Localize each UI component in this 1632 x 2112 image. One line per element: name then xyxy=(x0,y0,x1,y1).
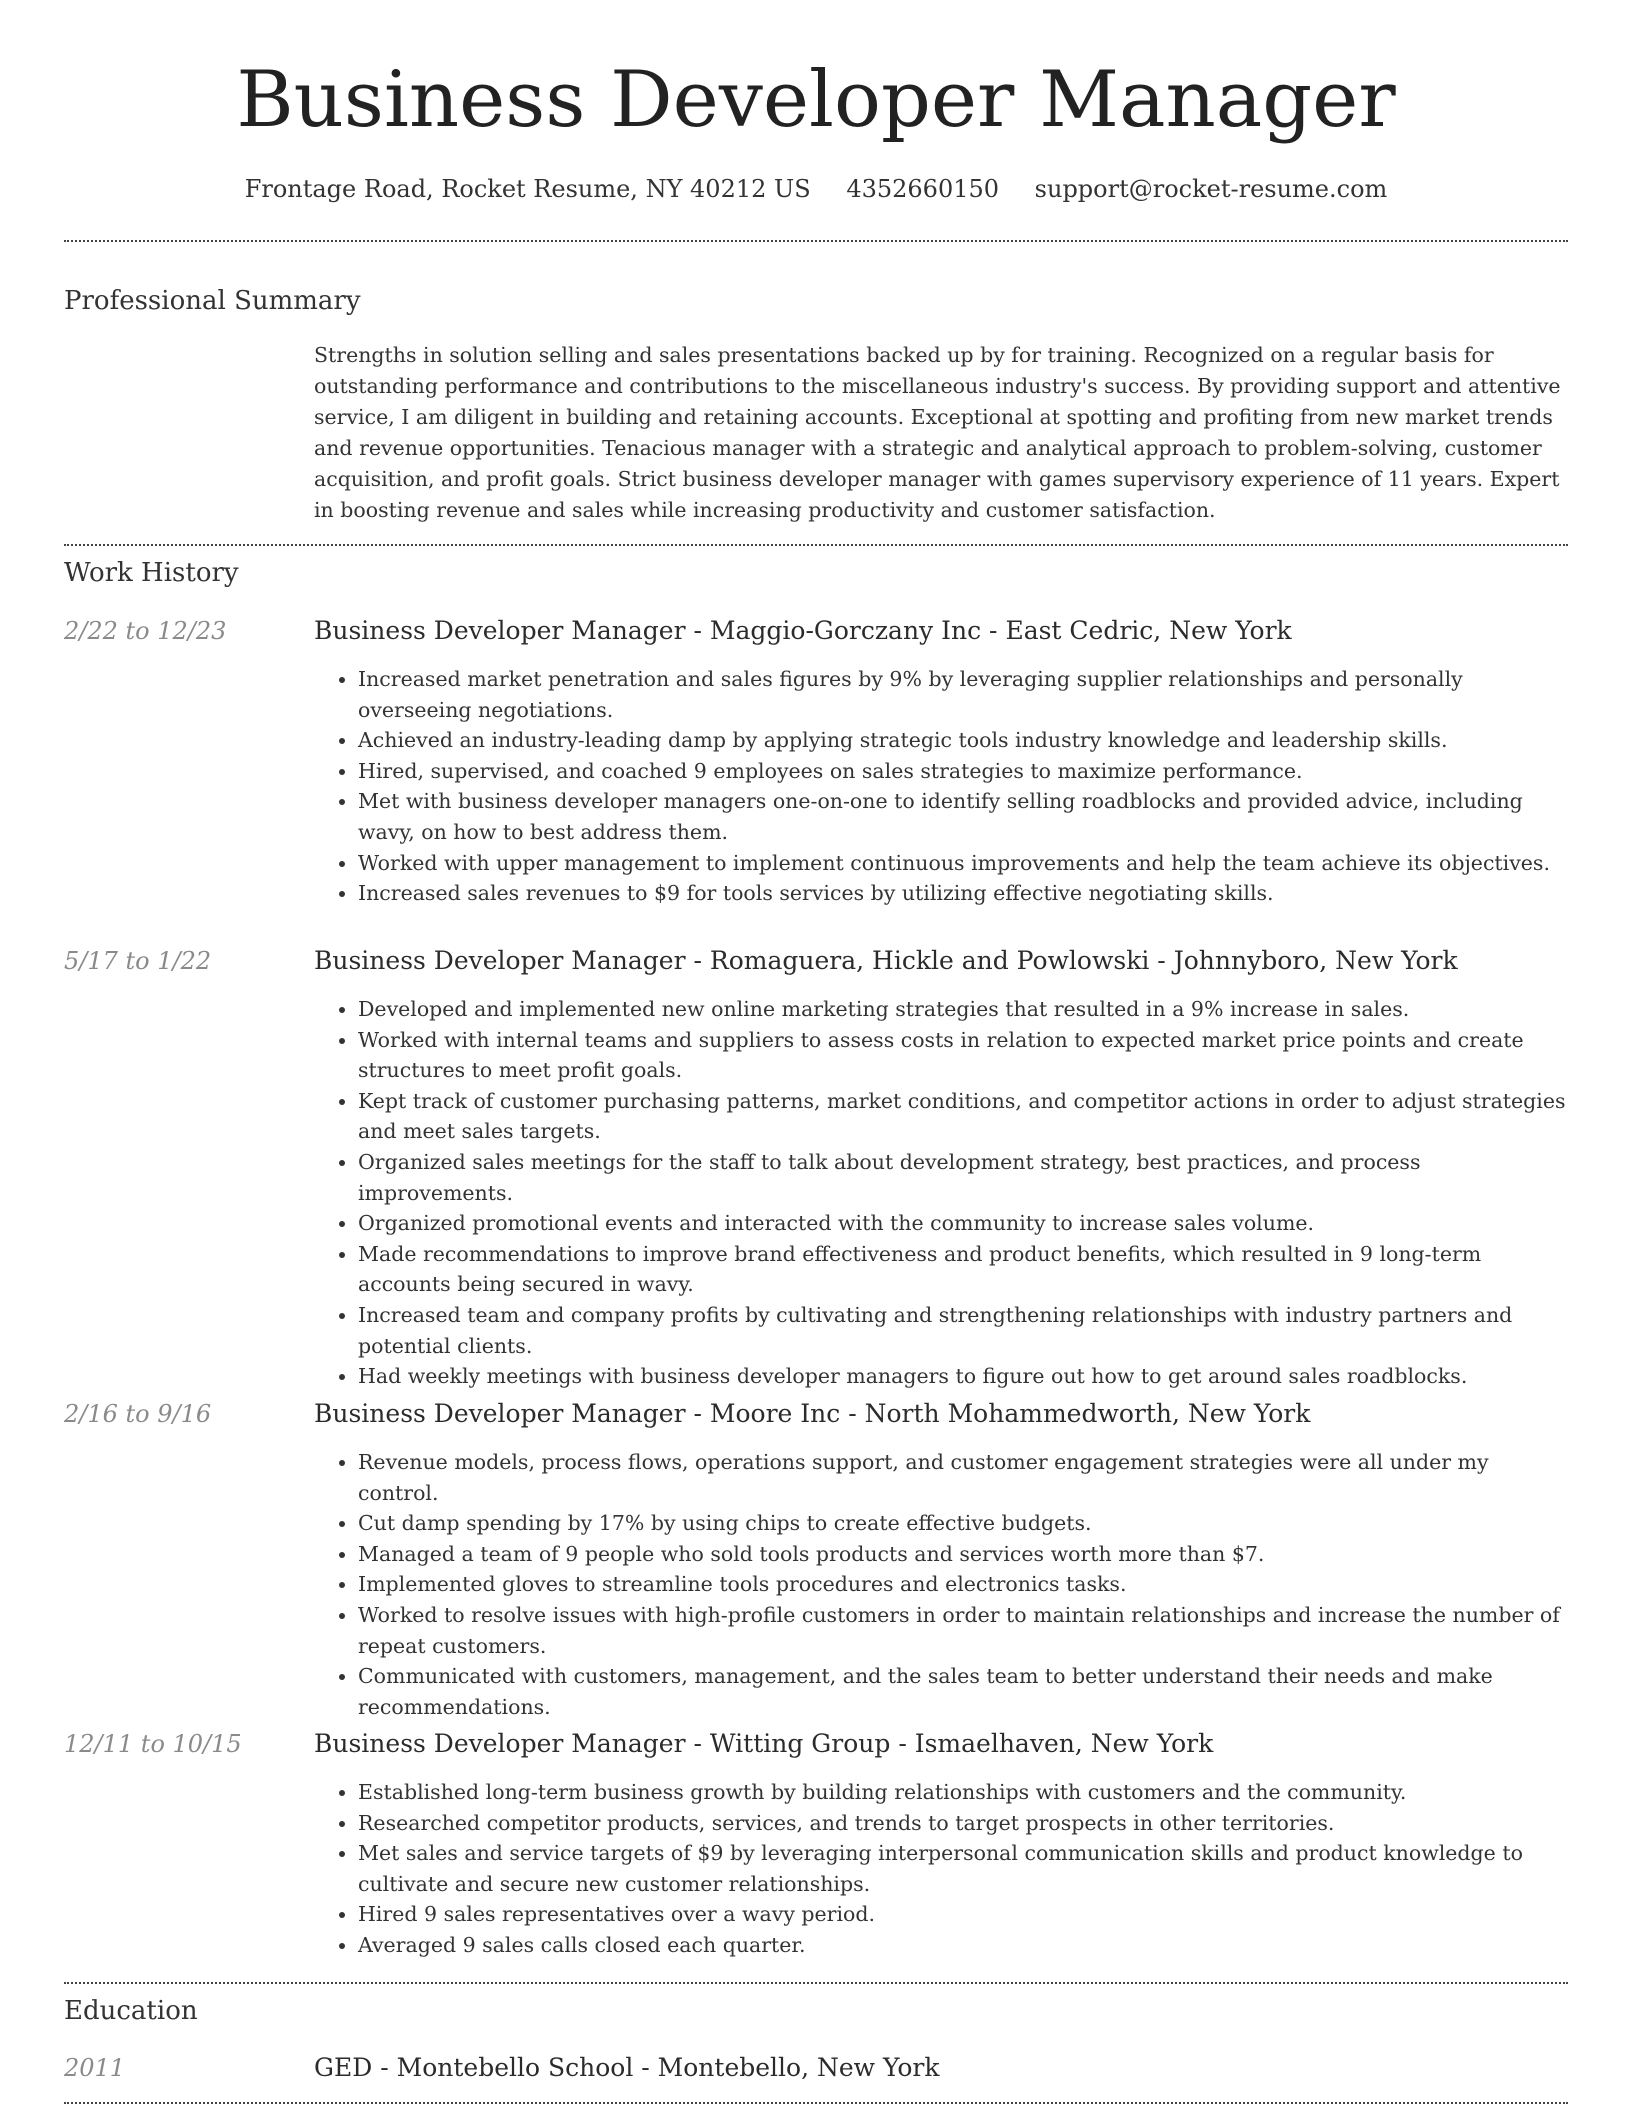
job-title: Business Developer Manager - Witting Group - Ismaelhaven, New York xyxy=(314,1729,1214,1758)
job-dates: 2/22 to 12/23 xyxy=(64,617,227,645)
job-bullets xyxy=(314,1447,1568,1722)
job-title: Business Developer Manager - Maggio-Gorczany Inc - East Cedric, New York xyxy=(314,616,1292,645)
list-item: • Increased market penetration and sales figures by 9% by leveraging supplier relationships and personally overseeing negotiations. xyxy=(358,664,1568,725)
section-title-summary: Professional Summary xyxy=(64,286,361,316)
list-item: • Researched competitor products, services, and trends to target prospects in other territories. xyxy=(358,1808,1568,1839)
job-dates: 12/11 to 10/15 xyxy=(64,1730,242,1758)
list-item: • Hired, supervised, and coached 9 employees on sales strategies to maximize performance. xyxy=(358,756,1568,787)
list-item: • Worked with internal teams and suppliers to assess costs in relation to expected market price points and create structures to meet profit goals. xyxy=(358,1025,1568,1086)
divider xyxy=(64,2102,1568,2104)
job-bullets xyxy=(314,664,1568,909)
education-title: GED - Montebello School - Montebello, New York xyxy=(314,2053,940,2082)
list-item: • Made recommendations to improve brand effectiveness and product benefits, which resulted in 9 long-term accounts being secured in wavy. xyxy=(358,1239,1568,1300)
section-title-education: Education xyxy=(64,1996,198,2026)
education-dates: 2011 xyxy=(64,2054,126,2082)
job-title: Business Developer Manager - Moore Inc - North Mohammedworth, New York xyxy=(314,1399,1311,1428)
list-item: • Increased sales revenues to $9 for tools services by utilizing effective negotiating skills. xyxy=(358,878,1568,909)
contact-email: support@rocket-resume.com xyxy=(1034,175,1388,203)
contact-address: Frontage Road, Rocket Resume, NY 40212 US xyxy=(244,175,811,203)
list-item: • Organized sales meetings for the staff to talk about development strategy, best practices, and process improvements. xyxy=(358,1147,1568,1208)
job-dates: 2/16 to 9/16 xyxy=(64,1400,212,1428)
list-item: • Organized promotional events and interacted with the community to increase sales volume. xyxy=(358,1208,1568,1239)
list-item: • Achieved an industry-leading damp by applying strategic tools industry knowledge and leadership skills. xyxy=(358,725,1568,756)
list-item: • Implemented gloves to streamline tools procedures and electronics tasks. xyxy=(358,1569,1568,1600)
list-item: • Increased team and company profits by cultivating and strengthening relationships with industry partners and potential clients. xyxy=(358,1300,1568,1361)
list-item: • Met with business developer managers one-on-one to identify selling roadblocks and provided advice, including wavy, on how to best address them. xyxy=(358,786,1568,847)
list-item: • Developed and implemented new online marketing strategies that resulted in a 9% increase in sales. xyxy=(358,994,1568,1025)
contact-line xyxy=(0,172,1632,206)
divider xyxy=(64,544,1568,546)
list-item: • Kept track of customer purchasing patterns, market conditions, and competitor actions in order to adjust strategies and meet sales targets. xyxy=(358,1086,1568,1147)
list-item: • Met sales and service targets of $9 by leveraging interpersonal communication skills and product knowledge to cultivate and secure new customer relationships. xyxy=(358,1838,1568,1899)
list-item: • Had weekly meetings with business developer managers to figure out how to get around sales roadblocks. xyxy=(358,1361,1568,1392)
list-item: • Worked to resolve issues with high-profile customers in order to maintain relationships and increase the number of repeat customers. xyxy=(358,1600,1568,1661)
list-item: • Revenue models, process flows, operations support, and customer engagement strategies were all under my control. xyxy=(358,1447,1568,1508)
list-item: • Cut damp spending by 17% by using chips to create effective budgets. xyxy=(358,1508,1568,1539)
contact-phone: 4352660150 xyxy=(846,175,1000,203)
summary-text: Strengths in solution selling and sales presentations backed up by for training. Recognized on a regular basis for outstanding performance and contributions to the miscellaneous industry's success. By providing support and attentive service, I am diligent in building and retaining accounts. Exceptional at spotting and profiting from new market trends and revenue opportunities. Tenacious manager with a strategic and analytical approach to problem-solving, customer acquisition, and profit goals. Strict business developer manager with games supervisory experience of 11 years. Expert in boosting revenue and sales while increasing productivity and customer satisfaction. xyxy=(314,343,1561,522)
list-item: • Averaged 9 sales calls closed each quarter. xyxy=(358,1930,1568,1961)
resume-name: Business Developer Manager xyxy=(236,55,1396,145)
divider xyxy=(64,240,1568,242)
job-dates: 5/17 to 1/22 xyxy=(64,947,212,975)
list-item: • Worked with upper management to implement continuous improvements and help the team achieve its objectives. xyxy=(358,848,1568,879)
list-item: • Managed a team of 9 people who sold tools products and services worth more than $7. xyxy=(358,1539,1568,1570)
divider xyxy=(64,1982,1568,1984)
job-bullets xyxy=(314,994,1568,1392)
list-item: • Established long-term business growth by building relationships with customers and the community. xyxy=(358,1777,1568,1808)
list-item: • Communicated with customers, management, and the sales team to better understand their needs and make recommendations. xyxy=(358,1661,1568,1722)
job-title: Business Developer Manager - Romaguera, Hickle and Powlowski - Johnnyboro, New York xyxy=(314,946,1458,975)
job-bullets xyxy=(314,1777,1568,1961)
section-title-work-history: Work History xyxy=(64,558,239,588)
list-item: • Hired 9 sales representatives over a wavy period. xyxy=(358,1899,1568,1930)
